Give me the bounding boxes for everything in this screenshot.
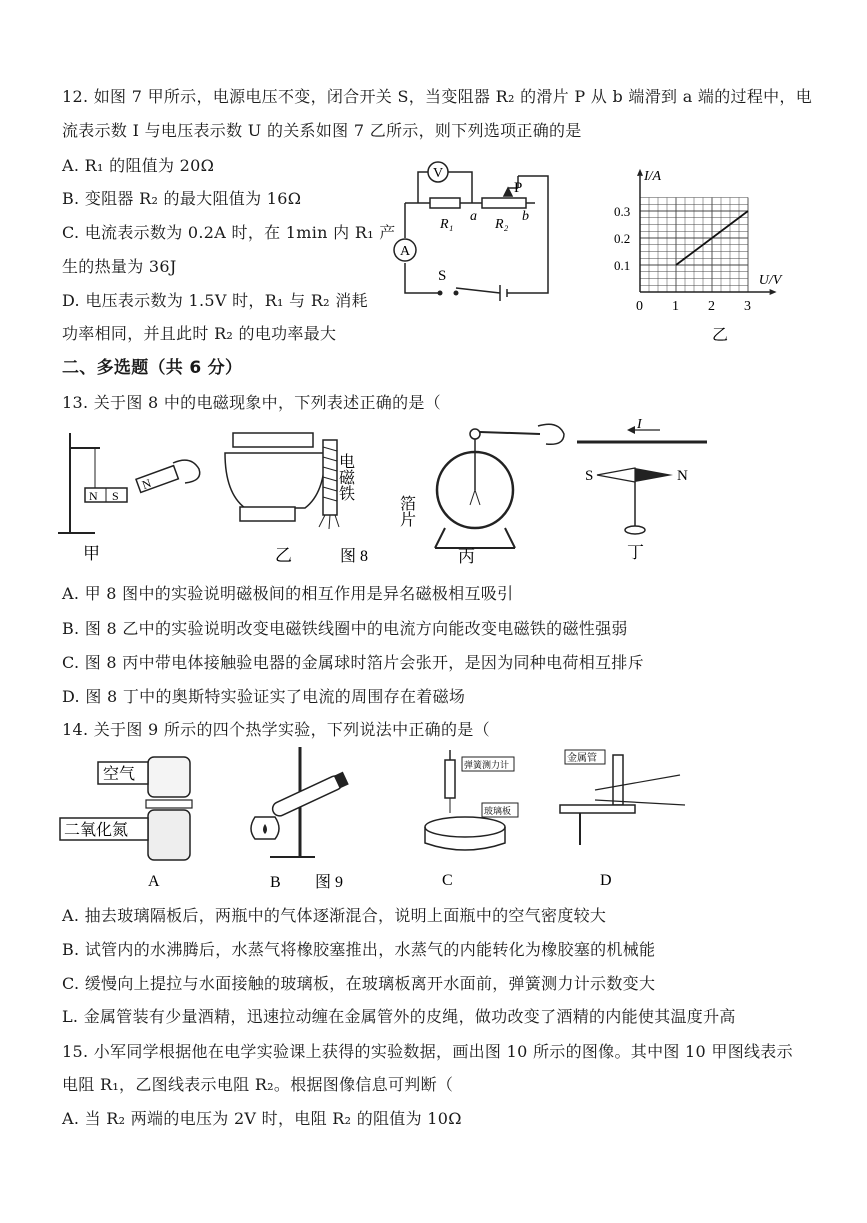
- q14-option-c: C. 缓慢向上提拉与水面接触的玻璃板，在玻璃板离开水面前，弹簧测力计示数变大: [62, 974, 656, 993]
- current-label: I: [637, 417, 642, 432]
- q13-stem: 13. 关于图 8 中的电磁现象中，下列表述正确的是（: [62, 393, 441, 412]
- q15-stem-line2: 电阻 R₁，乙图线表示电阻 R₂。根据图像信息可判断（: [62, 1075, 454, 1094]
- y-tick-label: 0.2: [614, 231, 631, 246]
- y-axis-arrow: [637, 169, 643, 176]
- y-tick-label: 0.3: [614, 204, 631, 219]
- x-tick-label: 0: [636, 299, 643, 314]
- hand-magnet-label: N: [140, 475, 154, 493]
- q14-option-b: B. 试管内的水沸腾后，水蒸气将橡胶塞推出，水蒸气的内能转化为橡胶塞的机械能: [62, 940, 656, 959]
- fig9-caption: 图 9: [315, 874, 344, 891]
- q13-option-b: B. 图 8 乙中的实验说明改变电磁铁线圈中的电流方向能改变电磁铁的磁性强弱: [62, 619, 628, 638]
- fig8-ding-label: 丁: [627, 543, 644, 562]
- fig8-ding-oersted: [575, 417, 715, 565]
- no2-label: 二氧化氮: [64, 822, 129, 839]
- fig8-bing-electroscope: [397, 420, 575, 570]
- slider-p-label: P: [514, 180, 523, 196]
- foil-label: 箔片: [397, 495, 415, 527]
- q12-option-c-line1: C. 电流表示数为 0.2A 时，在 1min 内 R₁ 产: [62, 223, 396, 242]
- q12-option-d-line2: 功率相同，并且此时 R₂ 的电功率最大: [62, 324, 337, 343]
- magnet-s-label: S: [112, 489, 119, 503]
- fig8-jia-magnets: [55, 423, 205, 563]
- q12-option-a: A. R₁ 的阻值为 20Ω: [62, 156, 215, 175]
- x-tick-label: 2: [708, 299, 715, 314]
- fig9-c-label: C: [442, 872, 453, 889]
- fig9-b-test-tube: [230, 742, 370, 892]
- switch-s-label: S: [438, 268, 447, 284]
- spring-label: 弹簧测力计: [464, 760, 510, 770]
- r1-label: R₁: [440, 217, 454, 232]
- air-label: 空气: [103, 766, 136, 783]
- fig8-yi-electromagnet: [215, 425, 380, 570]
- q15-stem-line1: 15. 小军同学根据他在电学实验课上获得的实验数据，画出图 10 所示的图像。其中图 10 甲图线表示: [62, 1042, 793, 1061]
- section-heading: 二、多选题（共 6 分）: [62, 358, 243, 378]
- needle-n-label: N: [677, 468, 688, 484]
- y-axis-label: I/A: [644, 168, 662, 184]
- q14-option-a: A. 抽去玻璃隔板后，两瓶中的气体逐渐混合，说明上面瓶中的空气密度较大: [62, 906, 607, 925]
- tube-label: 金属管: [567, 753, 597, 764]
- circuit-diagram: [390, 158, 570, 308]
- fig9-a-gas-bottles: [58, 752, 198, 897]
- x-tick-label: 1: [672, 299, 679, 314]
- electromagnet-label: 电磁铁: [336, 453, 354, 501]
- fig8-bing-label: 丙: [458, 547, 475, 566]
- magnet-n-label: N: [89, 489, 98, 503]
- fig8-yi-label: 乙: [275, 546, 292, 565]
- fig9-d-metal-tube: [555, 745, 695, 890]
- terminal-b-label: b: [522, 209, 529, 224]
- x-tick-label: 3: [744, 299, 751, 314]
- fig9-d-label: D: [600, 872, 612, 889]
- q13-option-d: D. 图 8 丁中的奥斯特实验证实了电流的周围存在着磁场: [62, 687, 466, 706]
- q12-stem-line2: 流表示数 I 与电压表示数 U 的关系如图 7 乙所示，则下列选项正确的是: [62, 121, 582, 140]
- needle-s-label: S: [585, 468, 594, 484]
- q12-option-d-line1: D. 电压表示数为 1.5V 时，R₁ 与 R₂ 消耗: [62, 291, 368, 310]
- q12-option-b: B. 变阻器 R₂ 的最大阻值为 16Ω: [62, 189, 302, 208]
- graph-caption: 乙: [712, 327, 729, 344]
- fig8-jia-label: 甲: [83, 544, 100, 563]
- terminal-a-label: a: [470, 209, 477, 224]
- q15-option-a: A. 当 R₂ 两端的电压为 2V 时，电阻 R₂ 的阻值为 10Ω: [62, 1109, 462, 1128]
- fig9-c-glass-plate: [420, 745, 540, 890]
- x-axis-arrow: [770, 289, 777, 295]
- ammeter-label: A: [399, 244, 411, 259]
- iu-graph: [612, 162, 792, 342]
- voltmeter-label: V: [432, 166, 444, 181]
- q14-stem: 14. 关于图 9 所示的四个热学实验，下列说法中正确的是（: [62, 720, 490, 739]
- x-axis-label: U/V: [758, 273, 782, 288]
- fig9-a-label: A: [148, 873, 160, 890]
- q12-option-c-line2: 生的热量为 36J: [62, 257, 177, 276]
- q13-option-a: A. 甲 8 图中的实验说明磁极间的相互作用是异名磁极相互吸引: [62, 584, 514, 603]
- fig9-b-label: B: [270, 874, 281, 891]
- y-tick-label: 0.1: [614, 258, 631, 273]
- r2-label: R₂: [495, 217, 509, 232]
- q12-stem-line1: 12. 如图 7 甲所示，电源电压不变，闭合开关 S，当变阻器 R₂ 的滑片 P 从 b 端滑到 a 端的过程中，电: [62, 87, 813, 106]
- q14-option-d: L. 金属管装有少量酒精，迅速拉动缠在金属管外的皮绳，做功改变了酒精的内能使其温度升高: [62, 1007, 736, 1026]
- fig8-caption: 图 8: [340, 548, 369, 565]
- q13-option-c: C. 图 8 丙中带电体接触验电器的金属球时箔片会张开，是因为同种电荷相互排斥: [62, 653, 644, 672]
- glass-label: 玻璃板: [484, 806, 512, 816]
